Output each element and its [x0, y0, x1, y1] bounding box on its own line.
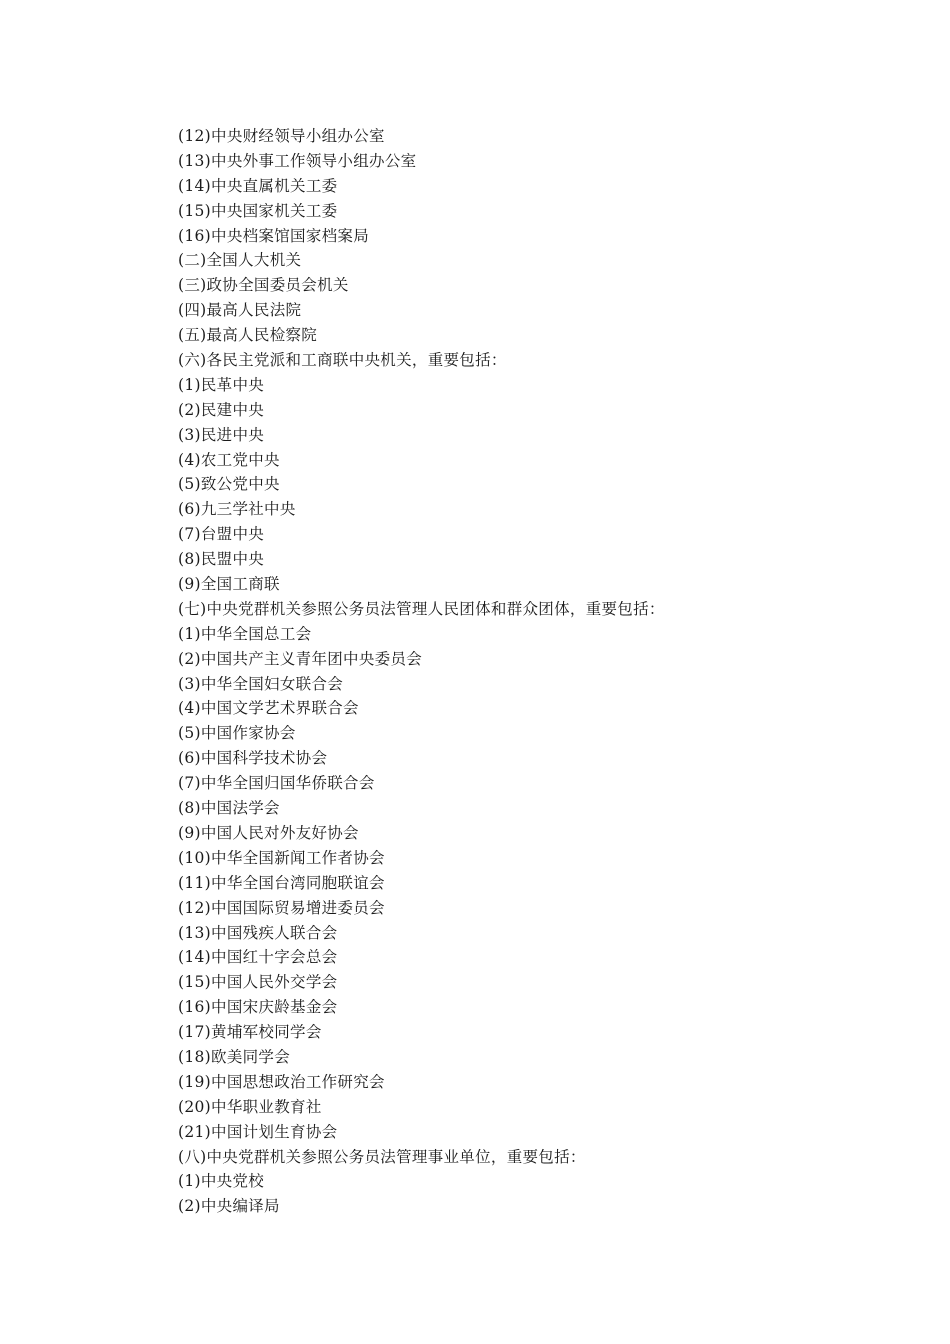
document-line: (1)中华全国总工会 [178, 624, 312, 643]
document-line: (7)台盟中央 [178, 525, 265, 544]
document-line: (21)中国计划生育协会 [178, 1122, 338, 1141]
document-line: (二)全国人大机关 [178, 251, 302, 270]
document-line: (15)中国人民外交学会 [178, 973, 338, 992]
document-line: (三)政协全国委员会机关 [178, 276, 349, 295]
document-line: (5)中国作家协会 [178, 724, 296, 743]
document-line: (13)中央外事工作领导小组办公室 [178, 151, 417, 170]
document-line: (2)民建中央 [178, 400, 265, 419]
document-line: (2)中国共产主义青年团中央委员会 [178, 649, 423, 668]
document-line: (七)中央党群机关参照公务员法管理人民团体和群众团体，重要包括： [178, 599, 665, 618]
document-line: (3)民进中央 [178, 425, 265, 444]
document-line: (2)中央编译局 [178, 1197, 280, 1216]
document-line: (18)欧美同学会 [178, 1047, 291, 1066]
document-line: (4)农工党中央 [178, 450, 280, 469]
document-line: (9)全国工商联 [178, 575, 280, 594]
document-line: (14)中国红十字会总会 [178, 948, 338, 967]
document-line: (6)中国科学技术协会 [178, 749, 328, 768]
document-line: (1)中央党校 [178, 1172, 265, 1191]
document-line: (17)黄埔军校同学会 [178, 1023, 322, 1042]
document-line: (19)中国思想政治工作研究会 [178, 1072, 385, 1091]
document-line: (10)中华全国新闻工作者协会 [178, 848, 385, 867]
document-body [178, 124, 798, 1219]
document-line: (12)中国国际贸易增进委员会 [178, 898, 385, 917]
document-line: (6)九三学社中央 [178, 500, 296, 519]
document-line: (7)中华全国归国华侨联合会 [178, 774, 375, 793]
document-line: (13)中国残疾人联合会 [178, 923, 338, 942]
document-line: (5)致公党中央 [178, 475, 280, 494]
document-line: (四)最高人民法院 [178, 301, 302, 320]
document-line: (12)中央财经领导小组办公室 [178, 127, 385, 145]
document-line: (五)最高人民检察院 [178, 326, 318, 345]
document-line: (3)中华全国妇女联合会 [178, 674, 344, 693]
document-line: (六)各民主党派和工商联中央机关，重要包括： [178, 351, 507, 370]
document-line: (8)中国法学会 [178, 799, 280, 818]
document-line: (1)民革中央 [178, 375, 265, 394]
document-line: (11)中华全国台湾同胞联谊会 [178, 873, 385, 892]
document-line: (16)中央档案馆国家档案局 [178, 226, 370, 245]
document-line: (4)中国文学艺术界联合会 [178, 699, 359, 718]
document-line: (14)中央直属机关工委 [178, 176, 338, 195]
document-line: (15)中央国家机关工委 [178, 201, 338, 220]
document-line: (8)民盟中央 [178, 550, 265, 569]
document-line: (16)中国宋庆龄基金会 [178, 998, 338, 1017]
document-line: (20)中华职业教育社 [178, 1097, 322, 1116]
document-line: (八)中央党群机关参照公务员法管理事业单位，重要包括： [178, 1147, 586, 1166]
document-line: (9)中国人民对外友好协会 [178, 823, 359, 842]
